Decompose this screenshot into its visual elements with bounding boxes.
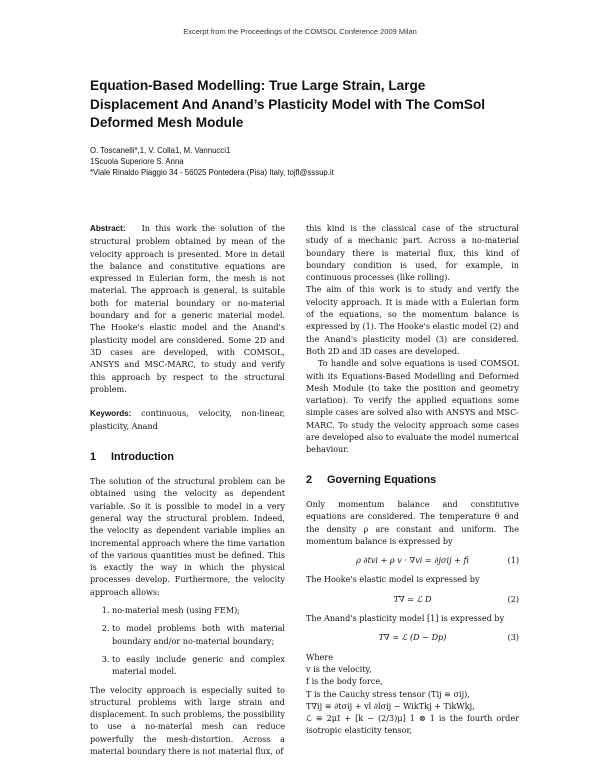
equation-1-number: (1): [507, 555, 519, 566]
section-2-number: 2: [306, 473, 313, 486]
definition-item: ℒ ≡ 2μI + [k − (2/3)μ] 1 ⊗ 1 is the fourth order isotropic elasticity tensor,: [306, 713, 519, 736]
list-item: 3. to easily include generic and complex material model.: [112, 653, 285, 678]
equation-3: [306, 631, 519, 643]
intro-list: [90, 604, 285, 677]
equation-2-body: T∇ = ℒ D: [393, 593, 432, 604]
definition-item: T is the Cauchy stress tensor (Tij ≡ σij),: [306, 688, 470, 699]
section-1-number: 1: [90, 450, 97, 463]
abstract-text: In this work the solution of the structural problem obtained by mean of the velocity approach is presented. More in detail the balance and constitutive equations are expressed in Eulerian form, the mesh is not material. The approach is general, is suitable both for material boundary or no-material boundary and for a generic material model. The Hooke's elastic model and the Anand's plasticity model are considered. Some 2D and 3D cases are developed, with COMSOL, ANSYS and MSC-MARC, to study and verify this approach by respect to the structural problem.: [90, 223, 285, 394]
right-paragraph-3: To handle and solve equations is used COMSOL with its Equations-Based Modelling and Deformed Mesh Module (to take the position and geometry variation). To verify the applied equations some simple cases are solved also with ANSYS and MSC-MARC. To study the velocity approach some cases are developed also to evaluate the model numerical behaviour.: [306, 358, 519, 455]
list-item: 2. to model problems both with material boundary and/or no-material boundary;: [112, 622, 285, 647]
governing-paragraph-1: Only momentum balance and constitutive equations are considered. The temperature θ and the density ρ are constant and uniform. The momentum balance is expressed by: [306, 498, 519, 546]
keywords: [90, 407, 285, 433]
definitions: [306, 651, 519, 737]
list-item: 1. no-material mesh (using FEM);: [112, 604, 285, 616]
equation-2-number: (2): [507, 593, 519, 604]
equation-2: [306, 593, 519, 605]
right-paragraph-1: this kind is the classical case of the structural study of a mechanic part. Across a no-material boundary there is material flux, this kind of boundary condition is used, for example, in continuous processes (like rolling).: [306, 223, 519, 283]
definition-item: v is the velocity,: [306, 663, 372, 674]
equation-1-body: ρ ∂tvi + ρ v · ∇vi = ∂jσij + fi: [356, 555, 469, 566]
section-2-heading: [306, 474, 519, 486]
affiliation-2: *Viale Rinaldo Piaggio 34 - 56025 Pontedera (Pisa) Italy, tojfl@sssup.it: [90, 168, 334, 177]
governing-paragraph-3: The Anand's plasticity model [1] is expressed by: [306, 613, 505, 624]
paper-title: [90, 77, 530, 133]
abstract: [90, 222, 285, 395]
author-names: O. Toscanelli*,1, V. Colla1, M. Vannucci1: [90, 146, 231, 155]
definition-item: T∇ij ≡ ∂tσij + vl ∂lσij − WikTkj + TikWkj,: [306, 700, 475, 711]
definition-item: f is the body force,: [306, 676, 383, 687]
governing-paragraph-2: The Hooke's elastic model is expressed by: [306, 574, 480, 585]
equation-1: [306, 554, 519, 566]
left-column: [90, 222, 285, 757]
title-line-2: Displacement And Anand’s Plasticity Model with The ComSol: [90, 96, 486, 112]
keywords-label: Keywords:: [90, 409, 132, 419]
keywords-text: continuous, velocity, non-linear, plasticity, Anand: [90, 408, 285, 432]
affiliation-1: 1Scuola Superiore S. Anna: [90, 157, 184, 166]
equation-3-body: T∇ = ℒ (D − Dp): [378, 632, 447, 643]
intro-paragraph-2: The velocity approach is especially suited to structural problems with large strain and displacement. In such problems, the possibility to use a no-material mesh can reduce powerfully the mesh-distortion. Across a material boundary there is not material flux, of: [90, 684, 285, 756]
where-label: Where: [306, 651, 333, 662]
section-1-heading: [90, 451, 285, 463]
right-column: [306, 222, 519, 737]
title-line-1: Equation-Based Modelling: True Large Strain, Large: [90, 78, 426, 93]
author-block: [90, 145, 530, 178]
right-paragraph-2: The aim of this work is to study and verify the velocity approach. It is made with a Eulerian form of the equations, so the momentum balance is expressed by (1). The Hooke's elastic model (2) and the Anand's plasticity model (3) are considered. Both 2D and 3D cases are developed.: [306, 284, 519, 356]
section-1-title: Introduction: [111, 450, 174, 463]
equation-3-number: (3): [507, 632, 519, 643]
section-2-title: Governing Equations: [327, 473, 437, 486]
title-line-3: Deformed Mesh Module: [90, 115, 244, 130]
intro-paragraph-1: The solution of the structural problem can be obtained using the velocity as dependent variable. So it is possible to model in a very general way the structural problem. Indeed, the velocity as dependent variable implies an incremental approach where the time variation of the various quantities must be defined. This is exactly the way in which the physical processes develop. Furthermore, the velocity approach allows:: [90, 476, 285, 597]
abstract-label: Abstract:: [90, 224, 126, 233]
running-header: Excerpt from the Proceedings of the COMSOL Conference 2009 Milan: [183, 27, 417, 36]
